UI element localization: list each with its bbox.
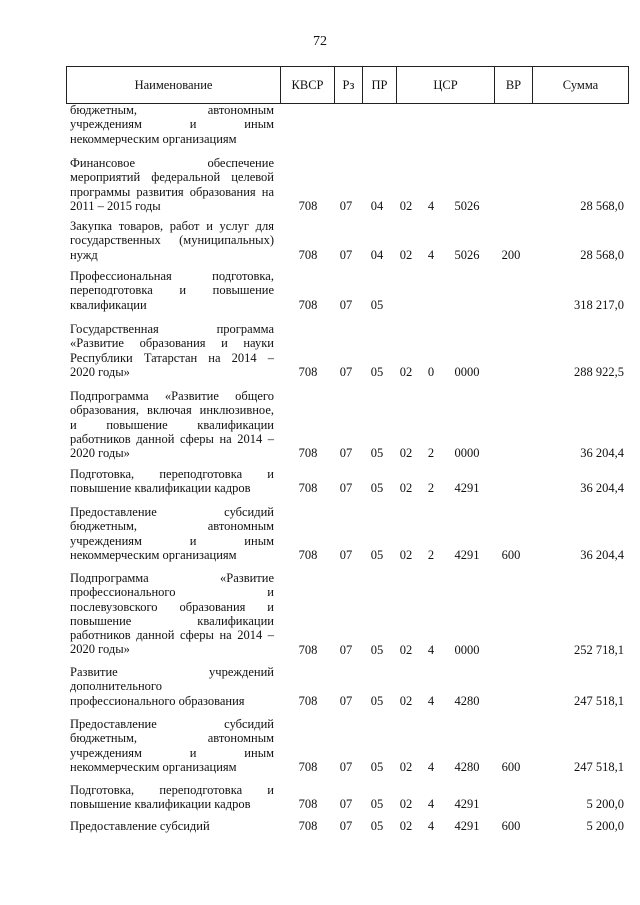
cell-csr2: 2 bbox=[427, 547, 435, 562]
row-name bbox=[70, 665, 274, 708]
row-name bbox=[70, 269, 274, 312]
cell-kvsr: 708 bbox=[298, 198, 318, 213]
cell-csr3: 4291 bbox=[454, 797, 480, 812]
cell-csr1: 02 bbox=[399, 198, 413, 213]
cell-pr: 05 bbox=[370, 693, 384, 708]
cell-csr3: 0000 bbox=[454, 446, 480, 461]
cell-pr: 05 bbox=[370, 797, 384, 812]
cell-kvsr: 708 bbox=[298, 693, 318, 708]
row-name-line: учреждениям и иным bbox=[70, 533, 274, 548]
cell-sum: 28 568,0 bbox=[580, 247, 624, 262]
cell-csr1: 02 bbox=[399, 364, 413, 379]
cell-csr3: 4291 bbox=[454, 819, 480, 833]
row-name-line: некоммерческим организациям bbox=[70, 759, 237, 774]
cell-kvsr: 708 bbox=[298, 297, 318, 312]
row-name bbox=[70, 219, 274, 262]
cell-pr: 05 bbox=[370, 446, 384, 461]
header-sum: Сумма bbox=[533, 67, 629, 104]
row-name-line: Закупка товаров, работ и услуг для bbox=[70, 219, 274, 233]
header-csr: ЦСР bbox=[397, 67, 495, 104]
cell-csr1: 02 bbox=[399, 797, 413, 812]
cell-rz: 07 bbox=[339, 247, 353, 262]
cell-kvsr: 708 bbox=[298, 759, 318, 774]
cell-csr2: 4 bbox=[427, 198, 435, 213]
row-name-line: Предоставление субсидий bbox=[70, 717, 274, 731]
cell-csr2: 4 bbox=[427, 797, 435, 812]
row-name-line: бюджетным, автономным bbox=[70, 103, 274, 117]
cell-rz: 07 bbox=[339, 819, 353, 833]
table-row bbox=[0, 717, 640, 774]
row-name-line: повышение квалификации bbox=[70, 613, 274, 628]
cell-pr: 05 bbox=[370, 547, 384, 562]
row-name-line: нужд bbox=[70, 247, 98, 262]
cell-kvsr: 708 bbox=[298, 364, 318, 379]
cell-pr: 04 bbox=[370, 198, 384, 213]
row-name-line: 2020 годы» bbox=[70, 364, 130, 379]
header-pr: ПР bbox=[363, 67, 397, 104]
cell-csr2: 4 bbox=[427, 693, 435, 708]
row-name-line: учреждениям и иным bbox=[70, 117, 274, 132]
row-name-line: повышение квалификации кадров bbox=[70, 481, 251, 496]
cell-pr: 05 bbox=[370, 297, 384, 312]
header-kvsr: КВСР bbox=[281, 67, 335, 104]
cell-pr: 05 bbox=[370, 759, 384, 774]
cell-csr2: 2 bbox=[427, 481, 435, 496]
table-row bbox=[0, 389, 640, 461]
cell-csr3: 0000 bbox=[454, 642, 480, 657]
cell-csr1: 02 bbox=[399, 547, 413, 562]
cell-kvsr: 708 bbox=[298, 247, 318, 262]
cell-csr3: 5026 bbox=[454, 247, 480, 262]
row-name bbox=[70, 819, 274, 833]
cell-csr3: 5026 bbox=[454, 198, 480, 213]
cell-rz: 07 bbox=[339, 198, 353, 213]
row-name bbox=[70, 505, 274, 562]
row-name bbox=[70, 717, 274, 774]
row-name bbox=[70, 322, 274, 379]
cell-rz: 07 bbox=[339, 547, 353, 562]
cell-kvsr: 708 bbox=[298, 819, 318, 833]
cell-csr2: 4 bbox=[427, 819, 435, 833]
table-row bbox=[0, 103, 640, 146]
header-vr: ВР bbox=[495, 67, 533, 104]
cell-sum: 5 200,0 bbox=[586, 797, 624, 812]
cell-csr3: 4280 bbox=[454, 759, 480, 774]
row-name-line: Финансовое обеспечение bbox=[70, 156, 274, 170]
table-row bbox=[0, 571, 640, 657]
cell-kvsr: 708 bbox=[298, 446, 318, 461]
row-name-line: повышение квалификации кадров bbox=[70, 797, 251, 812]
cell-pr: 05 bbox=[370, 364, 384, 379]
row-name-line: 2011 – 2015 годы bbox=[70, 198, 161, 213]
row-name-line: профессионального образования bbox=[70, 693, 245, 708]
cell-csr1: 02 bbox=[399, 446, 413, 461]
cell-kvsr: 708 bbox=[298, 642, 318, 657]
cell-sum: 288 922,5 bbox=[574, 364, 624, 379]
table-header bbox=[66, 66, 629, 104]
cell-csr3: 4291 bbox=[454, 481, 480, 496]
cell-sum: 5 200,0 bbox=[586, 819, 624, 833]
cell-csr1: 02 bbox=[399, 819, 413, 833]
cell-csr1: 02 bbox=[399, 481, 413, 496]
cell-sum: 36 204,4 bbox=[580, 446, 624, 461]
cell-csr1: 02 bbox=[399, 247, 413, 262]
cell-csr2: 4 bbox=[427, 759, 435, 774]
cell-csr1: 02 bbox=[399, 759, 413, 774]
cell-rz: 07 bbox=[339, 364, 353, 379]
table-row bbox=[0, 505, 640, 562]
cell-csr3: 4291 bbox=[454, 547, 480, 562]
cell-vr: 600 bbox=[501, 819, 521, 833]
row-name-line: государственных (муниципальных) bbox=[70, 233, 274, 248]
row-name-line: мероприятий федеральной целевой bbox=[70, 170, 274, 185]
cell-rz: 07 bbox=[339, 693, 353, 708]
row-name-line: Республики Татарстан на 2014 – bbox=[70, 350, 274, 365]
table-row bbox=[0, 819, 640, 833]
row-name-line: учреждениям и иным bbox=[70, 745, 274, 760]
cell-kvsr: 708 bbox=[298, 481, 318, 496]
row-name-line: профессионального и bbox=[70, 585, 274, 600]
row-name bbox=[70, 783, 274, 812]
row-name bbox=[70, 156, 274, 213]
cell-csr2: 0 bbox=[427, 364, 435, 379]
row-name-line: дополнительного bbox=[70, 679, 162, 694]
table-row bbox=[0, 322, 640, 379]
row-name bbox=[70, 571, 274, 657]
row-name-line: квалификации bbox=[70, 297, 147, 312]
row-name-line: образования, включая инклюзивное, bbox=[70, 403, 274, 418]
cell-csr3: 4280 bbox=[454, 693, 480, 708]
table-row bbox=[0, 665, 640, 708]
row-name-line: Государственная программа bbox=[70, 322, 274, 336]
header-name: Наименование bbox=[67, 67, 281, 104]
cell-sum: 318 217,0 bbox=[574, 297, 624, 312]
header-rz: Рз bbox=[335, 67, 363, 104]
cell-sum: 36 204,4 bbox=[580, 547, 624, 562]
row-name-line: Предоставление субсидий bbox=[70, 505, 274, 519]
row-name bbox=[70, 467, 274, 496]
row-name-line: переподготовка и повышение bbox=[70, 283, 274, 298]
row-name-line: 2020 годы» bbox=[70, 642, 130, 657]
row-name bbox=[70, 389, 274, 460]
cell-csr2: 4 bbox=[427, 642, 435, 657]
table-row bbox=[0, 467, 640, 496]
cell-sum: 28 568,0 bbox=[580, 198, 624, 213]
row-name-line: работников данной сферы на 2014 – bbox=[70, 628, 274, 643]
row-name-line: бюджетным, автономным bbox=[70, 519, 274, 534]
row-name-line: Предоставление субсидий bbox=[70, 819, 210, 833]
row-name-line: программы развития образования на bbox=[70, 184, 274, 199]
cell-sum: 247 518,1 bbox=[574, 759, 624, 774]
cell-csr2: 4 bbox=[427, 247, 435, 262]
row-name-line: работников данной сферы на 2014 – bbox=[70, 431, 274, 446]
cell-pr: 05 bbox=[370, 642, 384, 657]
row-name-line: некоммерческим организациям bbox=[70, 547, 237, 562]
page-number: 72 bbox=[313, 34, 327, 49]
table-row bbox=[0, 156, 640, 213]
cell-rz: 07 bbox=[339, 642, 353, 657]
row-name-line: Подготовка, переподготовка и bbox=[70, 467, 274, 481]
cell-csr1: 02 bbox=[399, 693, 413, 708]
cell-rz: 07 bbox=[339, 759, 353, 774]
cell-rz: 07 bbox=[339, 297, 353, 312]
cell-rz: 07 bbox=[339, 481, 353, 496]
cell-pr: 04 bbox=[370, 247, 384, 262]
table-row bbox=[0, 219, 640, 262]
cell-kvsr: 708 bbox=[298, 547, 318, 562]
cell-sum: 252 718,1 bbox=[574, 642, 624, 657]
row-name-line: Подготовка, переподготовка и bbox=[70, 783, 274, 797]
cell-csr2: 2 bbox=[427, 446, 435, 461]
cell-pr: 05 bbox=[370, 819, 384, 833]
row-name-line: Подпрограмма «Развитие bbox=[70, 571, 274, 585]
row-name-line: Профессиональная подготовка, bbox=[70, 269, 274, 283]
table-row bbox=[0, 269, 640, 312]
row-name-line: некоммерческим организациям bbox=[70, 131, 237, 146]
row-name-line: 2020 годы» bbox=[70, 446, 130, 461]
row-name-line: Подпрограмма «Развитие общего bbox=[70, 389, 274, 403]
cell-vr: 600 bbox=[501, 759, 521, 774]
table-row bbox=[0, 783, 640, 812]
row-name-line: послевузовского образования и bbox=[70, 599, 274, 614]
row-name-line: «Развитие образования и науки bbox=[70, 336, 274, 351]
row-name bbox=[70, 103, 274, 146]
row-name-line: бюджетным, автономным bbox=[70, 731, 274, 746]
cell-rz: 07 bbox=[339, 446, 353, 461]
cell-csr1: 02 bbox=[399, 642, 413, 657]
cell-vr: 200 bbox=[501, 247, 521, 262]
row-name-line: и повышение квалификации bbox=[70, 417, 274, 432]
cell-pr: 05 bbox=[370, 481, 384, 496]
row-name-line: Развитие учреждений bbox=[70, 665, 274, 679]
cell-sum: 36 204,4 bbox=[580, 481, 624, 496]
cell-csr3: 0000 bbox=[454, 364, 480, 379]
cell-vr: 600 bbox=[501, 547, 521, 562]
cell-sum: 247 518,1 bbox=[574, 693, 624, 708]
cell-rz: 07 bbox=[339, 797, 353, 812]
cell-kvsr: 708 bbox=[298, 797, 318, 812]
